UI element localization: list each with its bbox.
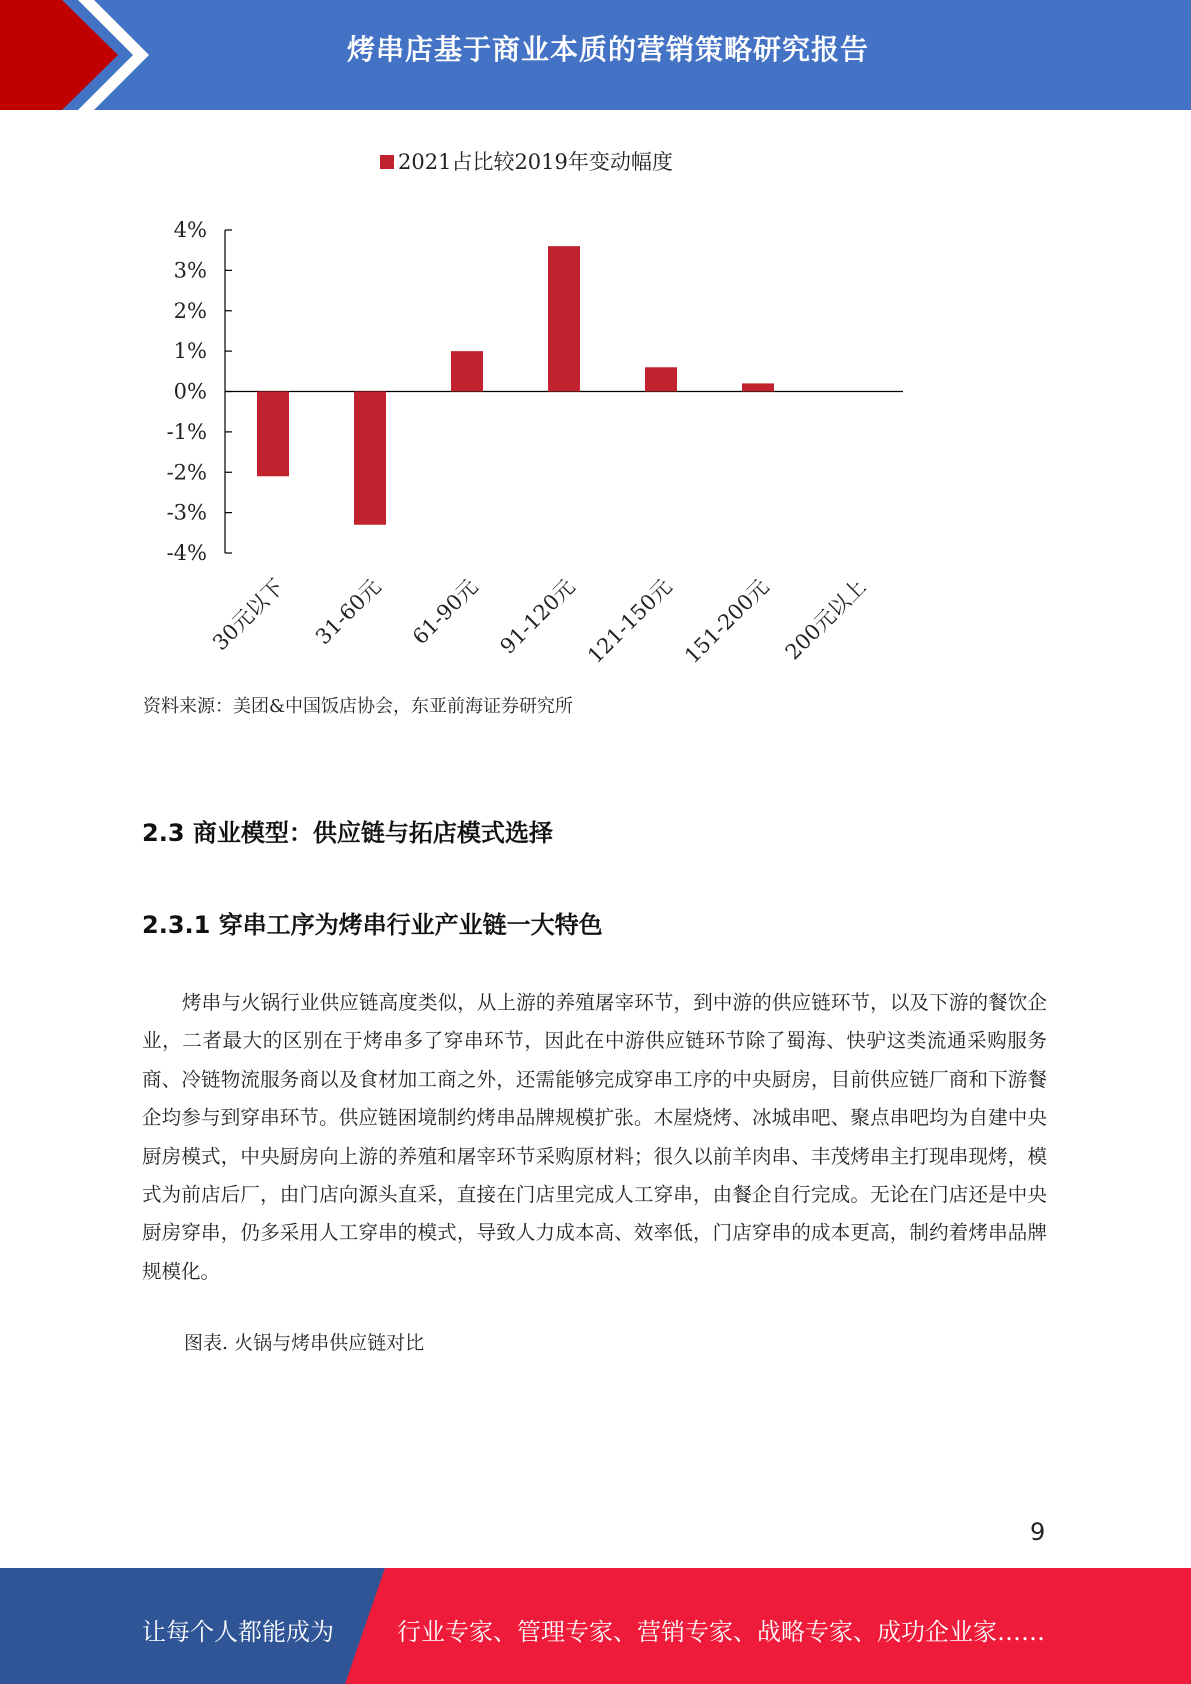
bar (354, 392, 386, 525)
bar (548, 246, 580, 391)
report-title: 烤串店基于商业本质的营销策略研究报告 (346, 33, 869, 66)
x-tick-label: 151-200元 (680, 574, 774, 669)
page-header (0, 0, 1191, 110)
body-paragraph: 烤串与火锅行业供应链高度类似，从上游的养殖屠宰环节，到中游的供应链环节，以及下游的餐饮企业，二者最大的区别在于烤串多了穿串环节，因此在中游供应链环节除了蜀海、快驴这类流通采购服务商、冷链物流服务商以及食材加工商之外，还需能够完成穿串工序的中央厨房，目前供应链厂商和下游餐企均参与到穿串环节。供应链困境制约烤串品牌规模扩张。木屋烧烤、冰城串吧、聚点串吧均为自建中央厨房模式，中央厨房向上游的养殖和屠宰环节采购原材料；很久以前羊肉串、丰茂烤串主打现串现烤，模式为前店后厂，由门店向源头直采，直接在门店里完成人工穿串，由餐企自行完成。无论在门店还是中央厨房穿串，仍多采用人工穿串的模式，导致人力成本高、效率低，门店穿串的成本更高，制约着烤串品牌规模化。 (142, 991, 1047, 1283)
y-tick-label: -3% (166, 500, 207, 525)
section-heading: 2.3 商业模型：供应链与拓店模式选择 (142, 819, 553, 847)
bar-chart (130, 140, 930, 700)
y-tick-label: 3% (173, 258, 207, 283)
y-tick-label: 4% (173, 218, 207, 242)
footer-slogan-right: 行业专家、管理专家、营销专家、战略专家、成功企业家…… (397, 1618, 1045, 1646)
x-tick-label: 121-150元 (583, 574, 677, 669)
bar (451, 351, 483, 391)
footer-slogan-left: 让每个人都能成为 (142, 1618, 334, 1646)
y-tick-label: -1% (166, 419, 207, 444)
x-tick-label: 30元以下 (208, 574, 289, 655)
chart-source: 资料来源：美团&中国饭店协会，东亚前海证券研究所 (143, 696, 574, 717)
y-tick-label: -4% (166, 541, 207, 565)
page-footer (0, 1568, 1191, 1684)
y-tick-label: 0% (173, 379, 207, 404)
figure-caption: 图表. 火锅与烤串供应链对比 (184, 1332, 425, 1354)
bar (645, 367, 677, 391)
x-tick-label: 61-90元 (407, 574, 483, 650)
legend-label: 2021占比较2019年变动幅度 (398, 150, 673, 174)
bar-chart-svg (130, 140, 930, 700)
x-tick-label: 91-120元 (495, 574, 580, 659)
y-tick-label: -2% (166, 460, 207, 485)
bar (742, 383, 774, 391)
x-tick-label: 200元以上 (780, 574, 871, 665)
y-tick-label: 2% (173, 298, 207, 323)
legend-swatch (380, 155, 394, 169)
bar (257, 392, 289, 477)
page-number: 9 (1030, 1518, 1046, 1546)
subsection-heading: 2.3.1 穿串工序为烤串行业产业链一大特色 (142, 911, 603, 939)
x-tick-label: 31-60元 (310, 574, 386, 650)
y-tick-label: 1% (173, 339, 207, 364)
